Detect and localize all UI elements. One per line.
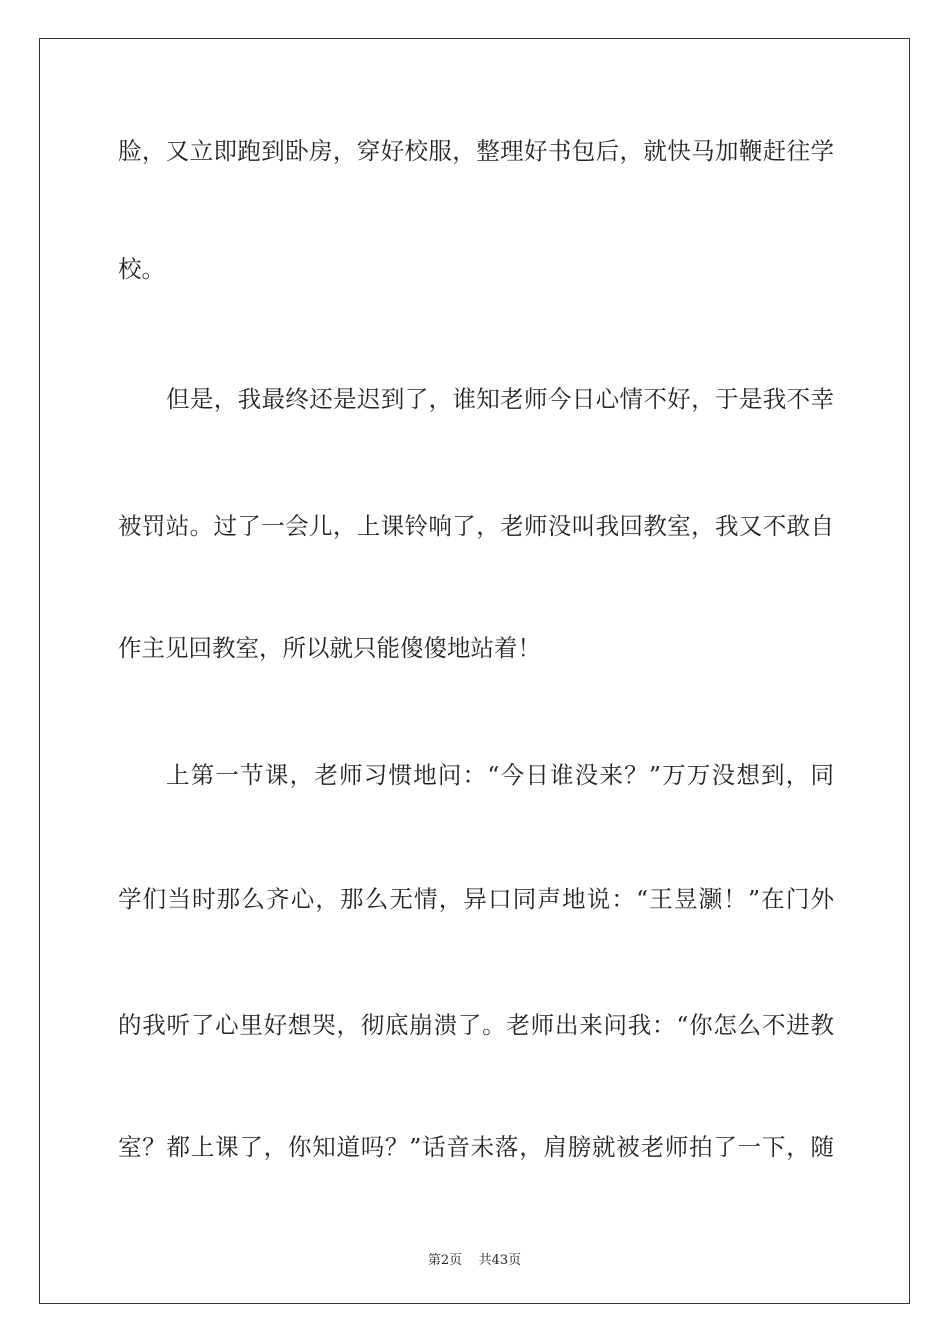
paragraph-line: 室？都上课了，你知道吗？”话音未落，肩膀就被老师拍了一下，随 — [118, 1133, 834, 1161]
page-footer — [40, 1249, 909, 1268]
paragraph-line: 上第一节课，老师习惯地问：“今日谁没来？”万万没想到，同 — [166, 761, 834, 789]
page-number: 第2页 — [427, 1253, 463, 1268]
paragraph-line: 但是，我最终还是迟到了，谁知老师今日心情不好，于是我不幸 — [166, 385, 834, 413]
page-total: 共43页 — [478, 1253, 522, 1268]
paragraph-line: 的我听了心里好想哭，彻底崩溃了。老师出来问我：“你怎么不进教 — [118, 1011, 834, 1039]
paragraph-line: 脸，又立即跑到卧房，穿好校服，整理好书包后，就快马加鞭赶往学 — [118, 137, 834, 165]
paragraph-line: 被罚站。过了一会儿，上课铃响了，老师没叫我回教室，我又不敢自 — [118, 512, 834, 540]
document-page — [39, 38, 910, 1304]
paragraph-line: 学们当时那么齐心，那么无情，异口同声地说：“王昱灏！”在门外 — [118, 885, 834, 913]
paragraph-line: 作主见回教室，所以就只能傻傻地站着！ — [118, 634, 541, 662]
paragraph-line: 校。 — [118, 255, 165, 283]
